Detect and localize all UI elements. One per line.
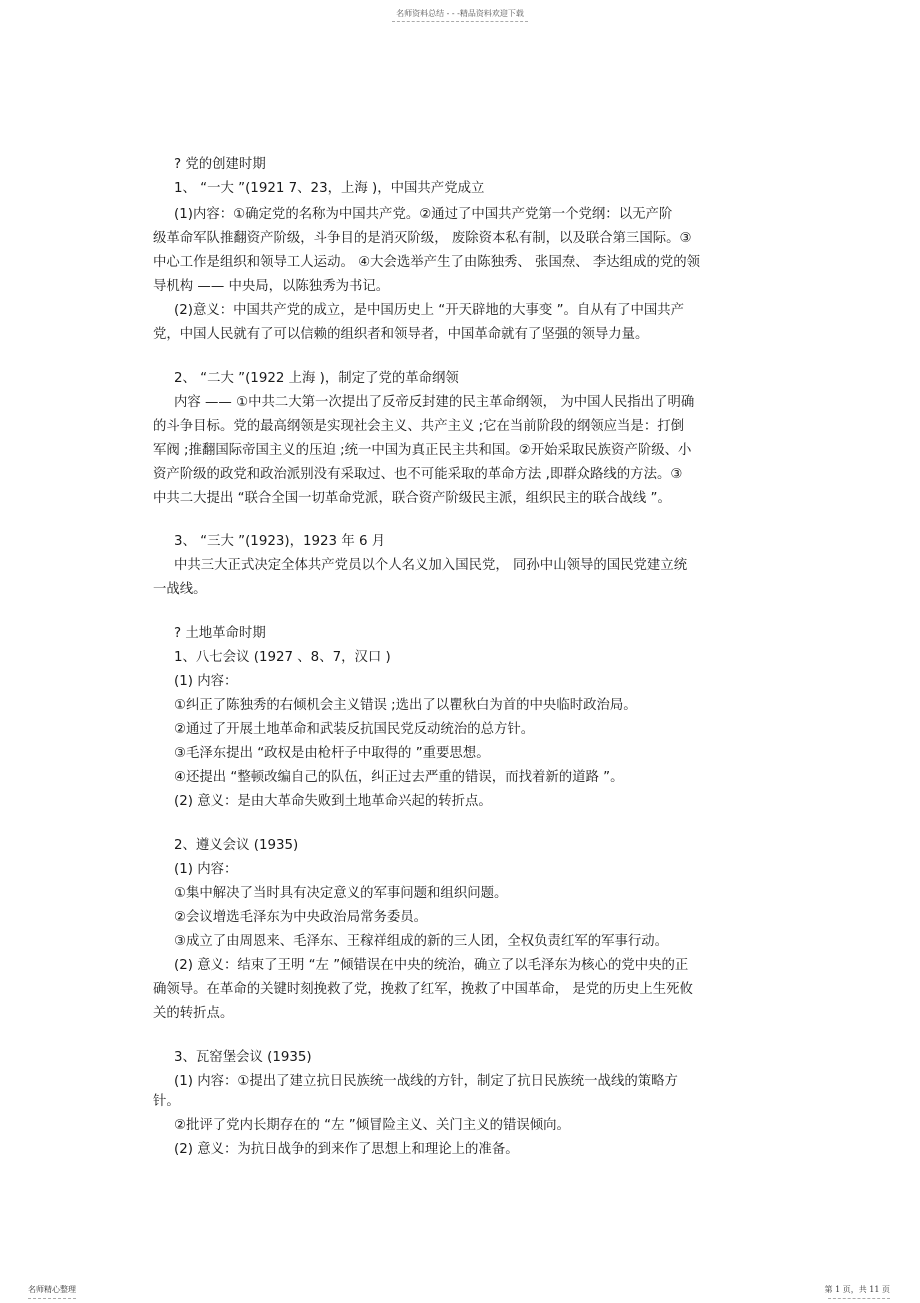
paragraph-line: ④还提出 “整顿改编自己的队伍，纠正过去严重的错误，而找着新的道路 ”。 [174,770,624,785]
paragraph-line: 党，中国人民就有了可以信赖的组织者和领导者，中国革命就有了坚强的领导力量。 [153,327,649,342]
paragraph-line: (2) 意义：是由大革命失败到土地革命兴起的转折点。 [174,794,492,809]
footer-divider-right [828,1298,890,1299]
paragraph-line: 级革命军队推翻资产阶级，斗争目的是消灭阶级， 废除资本私有制，以及联合第三国际。③ [153,231,692,246]
paragraph-line: ③成立了由周恩来、毛泽东、王稼祥组成的新的三人团，全权负责红军的军事行动。 [174,934,669,949]
paragraph-line: 中心工作是组织和领导工人运动。 ④大会选举产生了由陈独秀、 张国焘、 李达组成的党的领 [153,255,701,270]
paragraph-line: (2) 意义：为抗日战争的到来作了思想上和理论上的准备。 [174,1142,519,1157]
topic-heading-second-congress: 2、 “二大 ”(1922 上海 )，制定了党的革命纲领 [174,371,459,386]
paragraph-line: ②通过了开展土地革命和武装反抗国民党反动统治的总方针。 [174,722,535,737]
section-heading-land-revolution: ? 土地革命时期 [174,626,266,641]
paragraph-line: ①集中解决了当时具有决定意义的军事问题和组织问题。 [174,886,508,901]
paragraph-line: (1)内容：①确定党的名称为中国共产党。②通过了中国共产党第一个党纲：以无产阶 [174,207,673,222]
paragraph-line: 中共二大提出 “联合全国一切革命党派，联合资产阶级民主派，组织民主的联合战线 ”。 [153,491,671,506]
section-heading-founding: ? 党的创建时期 [174,157,266,172]
topic-heading-august7-meeting: 1、八七会议 (1927 、8、7，汉口 ) [174,650,391,665]
paragraph-line: (1) 内容： [174,862,238,877]
paragraph-line: ③毛泽东提出 “政权是由枪杆子中取得的 ”重要思想。 [174,746,490,761]
paragraph-line: (2)意义：中国共产党的成立，是中国历史上 “开天辟地的大事变 ”。自从有了中国共产 [174,303,685,318]
topic-heading-zunyi-meeting: 2、遵义会议 (1935) [174,838,299,853]
paragraph-line: 确领导。在革命的关键时刻挽救了党，挽救了红军，挽救了中国革命， 是党的历史上生死攸 [153,982,693,997]
paragraph-line: 针。 [153,1094,180,1109]
paragraph-line: 资产阶级的政党和政治派别没有采取过、也不可能采取的革命方法 ,即群众路线的方法。③ [153,467,683,482]
topic-heading-first-congress: 1、 “一大 ”(1921 7、23，上海 )，中国共产党成立 [174,181,485,196]
paragraph-line: 内容 —— ①中共二大第一次提出了反帝反封建的民主革命纲领， 为中国人民指出了明确 [174,395,695,410]
topic-heading-third-congress: 3、 “三大 ”(1923)，1923 年 6 月 [174,534,386,549]
paragraph-line: 关的转折点。 [153,1006,234,1021]
header-divider [392,21,528,22]
paragraph-line: 军阀 ;推翻国际帝国主义的压迫 ;统一中国为真正民主共和国。②开始采取民族资产阶级、小 [153,443,692,458]
paragraph-line: 中共三大正式决定全体共产党员以个人名义加入国民党， 同孙中山领导的国民党建立统 [174,558,688,573]
paragraph-line: 一战线。 [153,582,207,597]
paragraph-line: 导机构 —— 中央局，以陈独秀为书记。 [153,279,390,294]
paragraph-line: (1) 内容：①提出了建立抗日民族统一战线的方针，制定了抗日民族统一战线的策略方 [174,1074,678,1089]
paragraph-line: ②会议增选毛泽东为中央政治局常务委员。 [174,910,428,925]
page-header: 名师资料总结 - - -精品资料欢迎下载 [396,9,524,18]
paragraph-line: (1) 内容： [174,674,238,689]
paragraph-line: ①纠正了陈独秀的右倾机会主义错误 ;选出了以瞿秋白为首的中央临时政治局。 [174,698,637,713]
footer-divider-left [28,1298,76,1299]
paragraph-line: (2) 意义：结束了王明 “左 ”倾错误在中央的统治，确立了以毛泽东为核心的党中央的正 [174,958,689,973]
paragraph-line: ②批评了党内长期存在的 “左 ”倾冒险主义、关门主义的错误倾向。 [174,1118,570,1133]
footer-left-text: 名师精心整理 [28,1285,76,1294]
page-number: 第 1 页，共 11 页 [824,1285,890,1294]
paragraph-line: 的斗争目标。党的最高纲领是实现社会主义、共产主义 ;它在当前阶段的纲领应当是：打倒 [153,419,684,434]
topic-heading-wayaobu-meeting: 3、瓦窑堡会议 (1935) [174,1050,312,1065]
